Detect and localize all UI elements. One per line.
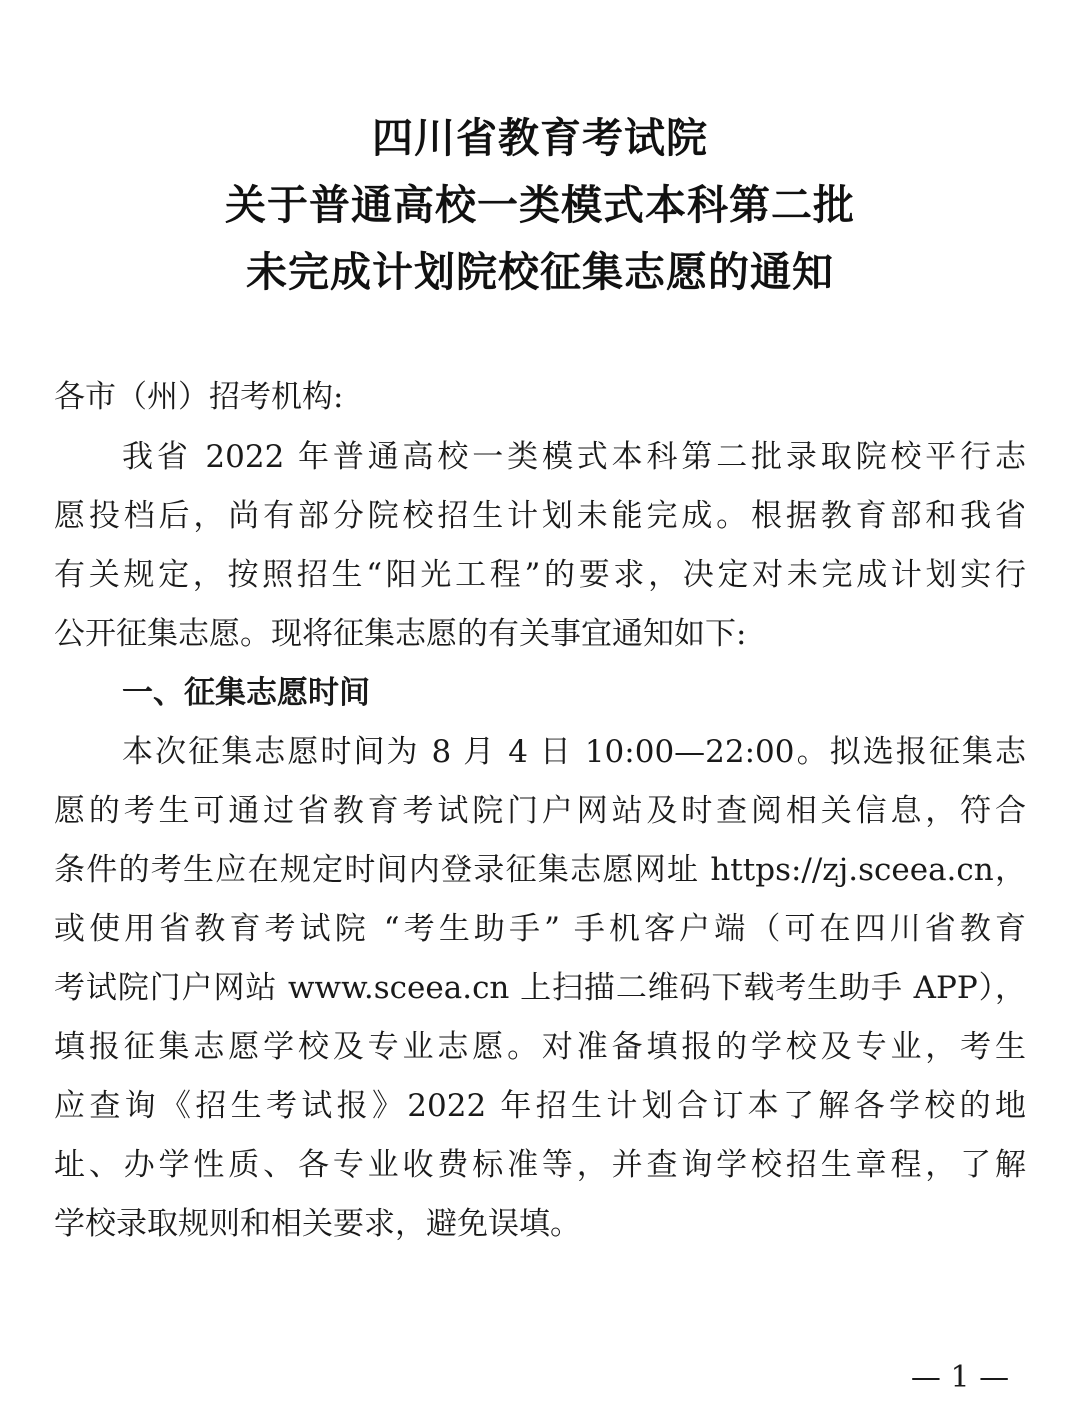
paragraph-2-line-6: 填报征集志愿学校及专业志愿。对准备填报的学校及专业，考生 bbox=[54, 1029, 1026, 1065]
paragraph-1-line-4: 公开征集志愿。现将征集志愿的有关事宜通知如下: bbox=[54, 616, 747, 652]
paragraph-2-line-2: 愿的考生可通过省教育考试院门户网站及时查阅相关信息，符合 bbox=[54, 793, 1026, 829]
paragraph-1-line-2: 愿投档后，尚有部分院校招生计划未能完成。根据教育部和我省 bbox=[54, 498, 1026, 534]
paragraph-1-line-1: 我省 2022 年普通高校一类模式本科第二批录取院校平行志 bbox=[122, 439, 1026, 475]
document-title-line-2: 关于普通高校一类模式本科第二批 bbox=[225, 181, 855, 229]
paragraph-2-line-4: 或使用省教育考试院 “考生助手” 手机客户端（可在四川省教育 bbox=[54, 911, 1026, 947]
paragraph-1-line-3: 有关规定，按照招生“阳光工程”的要求，决定对未完成计划实行 bbox=[54, 557, 1026, 593]
paragraph-2-line-7: 应查询《招生考试报》2022 年招生计划合订本了解各学校的地 bbox=[54, 1088, 1026, 1124]
salutation: 各市（州）招考机构: bbox=[54, 379, 344, 415]
document-title-line-1: 四川省教育考试院 bbox=[372, 114, 708, 162]
document-title-line-3: 未完成计划院校征集志愿的通知 bbox=[246, 248, 834, 296]
paragraph-2-line-5: 考试院门户网站 www.sceea.cn 上扫描二维码下载考生助手 APP）， bbox=[54, 970, 1026, 1006]
paragraph-2-line-1: 本次征集志愿时间为 8 月 4 日 10:00—22:00。拟选报征集志 bbox=[122, 734, 1026, 770]
paragraph-2-line-9: 学校录取规则和相关要求，避免误填。 bbox=[54, 1206, 581, 1242]
section-1-heading: 一、征集志愿时间 bbox=[122, 675, 370, 711]
paragraph-2-line-8: 址、办学性质、各专业收费标准等，并查询学校招生章程，了解 bbox=[54, 1147, 1026, 1183]
paragraph-2-line-3: 条件的考生应在规定时间内登录征集志愿网址 https://zj.sceea.cn， bbox=[54, 852, 1026, 888]
page-number: — 1 — bbox=[910, 1360, 1010, 1395]
